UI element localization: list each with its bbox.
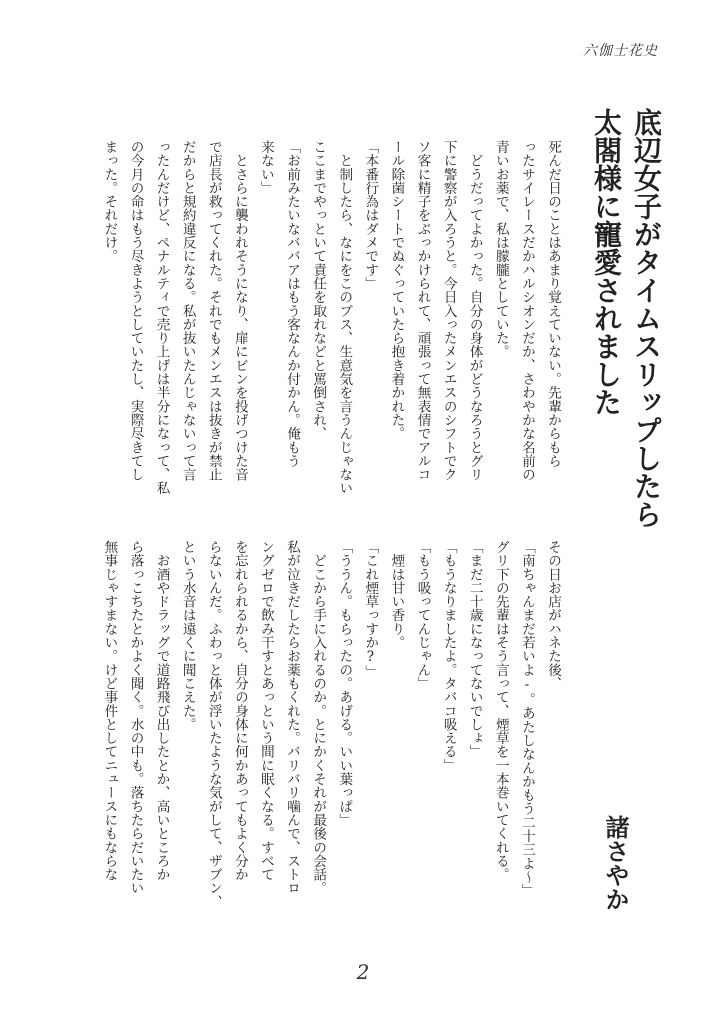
title-line-2: 太閤様に寵愛されました	[590, 108, 623, 416]
body-text-lower	[96, 540, 566, 940]
body-text-upper	[96, 140, 566, 510]
text-line: と制したら、なにをこのブス、生意気を言うんじゃない	[336, 140, 353, 495]
text-line: で店長が救ってくれた。それでもメンエスは抜きが禁止	[205, 140, 222, 482]
text-line: ら落っこちたとかよく聞く。水の中も。落ちたらだいたい	[127, 540, 144, 895]
story-title	[586, 108, 666, 528]
text-line: どこから手に入れるのか。とにかくそれが最後の会話。	[310, 540, 327, 895]
text-line: 「もうなりましたよ。タバコ吸える」	[440, 540, 457, 773]
text-line: という水音は遠くに聞こえた。	[179, 540, 196, 732]
text-line: 「本番行為はダメです」	[362, 140, 379, 291]
text-line: ここまでやっといて責任を取れなどと罵倒され、	[310, 140, 327, 441]
text-line: どうだってよかった。自分の身体がどうなろうとグリ	[466, 140, 483, 482]
text-line: ったんだけど、ペナルティで売り上げは半分になって、私	[153, 140, 170, 495]
text-line: らないんだ。ふわっと体が浮いたような気がして、ザブン、	[205, 540, 222, 909]
text-line: 「もう吸ってんじゃん」	[414, 540, 431, 691]
text-line: ール除菌シートでぬぐっていたら抱き着かれた。	[388, 140, 405, 441]
series-header: 六伽士花史	[583, 43, 658, 59]
text-line: 私が泣きだしたらお薬もくれた。バリバリ噛んで、ストロ	[284, 540, 301, 895]
text-line: ソ客に精子をぶっかけられて、頑張って無表情でアルコ	[414, 140, 431, 482]
text-line: グリ下の先輩はそう言って、煙草を一本巻いてくれる。	[492, 540, 509, 882]
text-line: 死んだ日のことはあまり覚えていない。先輩からもら	[545, 140, 561, 468]
text-line: 「ううん。もらったの。あげる。いい葉っぱ」	[336, 540, 353, 827]
text-line: ったサイレースだかハルシオンだか、さわやかな名前の	[518, 140, 535, 482]
text-line: だからと規約違反になる。私が抜いたんじゃないって言	[179, 140, 196, 482]
text-line: とさらに襲われそうになり、扉にビンを投げつけた音	[231, 140, 248, 482]
title-line-1: 底辺女子がタイムスリップしたら	[630, 108, 663, 528]
text-line: ングゼロで飲み干すとあっという間に眠くなる。すべて	[257, 540, 274, 882]
text-line: 来ない」	[257, 140, 274, 195]
text-line: 煙は甘い香り。	[388, 540, 405, 650]
text-line: 「まだ二十歳になってないでしょ」	[466, 540, 483, 759]
text-line: 「お前みたいなババアはもう客なんか付かん。俺もう	[284, 140, 301, 468]
text-line: その日お店がハネた後、	[545, 540, 561, 691]
author-name: 諸さやか	[601, 815, 630, 911]
text-line: 「南ちゃんまだ若いよ-。あたしなんかもう二十三よ〜」	[518, 540, 535, 898]
page-number: 2	[356, 960, 370, 984]
text-line: 青いお薬で、私は朦朧としていた。	[492, 140, 509, 359]
text-line: を忘れられるから、自分の身体に何かあってもよく分か	[231, 540, 248, 882]
text-line: 無事じゃすまない。けど事件としてニュースにもならな	[101, 540, 118, 882]
text-line: の今月の命はもう尽きようとしていたし、実際尽きてし	[127, 140, 144, 482]
text-line: 「これ煙草っすか?」	[362, 540, 379, 679]
text-line: まった。それだけ。	[101, 140, 118, 263]
text-line: 下に警察が入ろうと。今日入ったメンエスのシフトでク	[440, 140, 457, 482]
text-line: お酒やドラッグで道路飛び出したとか、高いところか	[153, 540, 170, 882]
